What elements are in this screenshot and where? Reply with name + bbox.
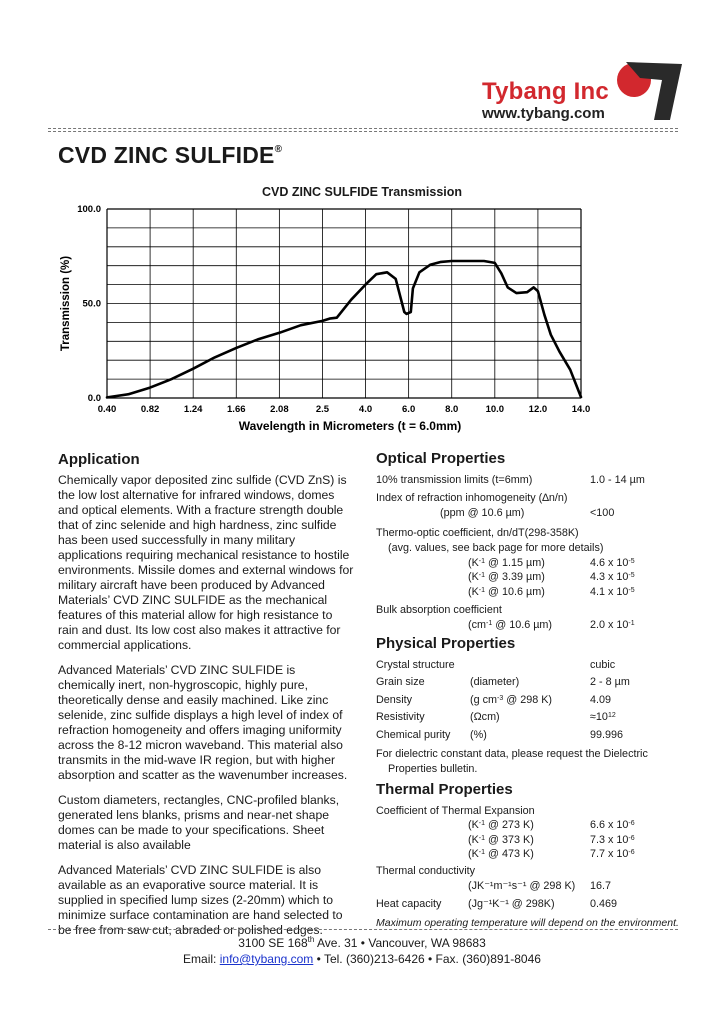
y-tick-label: 50.0	[82, 298, 101, 310]
conductivity-label-row: Thermal conductivity	[376, 864, 476, 877]
thermal-heading: Thermal Properties	[376, 781, 513, 798]
inhomogeneity-condition: (ppm @ 10.6 µm)	[440, 506, 525, 519]
inhomogeneity-row	[376, 506, 676, 521]
thermo-optic-row: ($K^{-1}$ @ 1.15 µm) 4.6 x $10^{-5}$	[468, 556, 635, 569]
application-section	[58, 451, 354, 948]
x-tick-label: 6.0	[402, 404, 416, 415]
application-paragraph-1: Chemically vapor deposited zinc sulfide (CVD ZnS) is the low lost alternative for infrared windows, domes and optical elements. With a fracture strength double that of zinc selenide and high hardness, zinc sulfide has been used successfully in many military applications requiring mechanical resistance to hostile environments. Missile domes and external windows for military aircraft have been produced by Advanced Materials’ CVD ZINC SULFIDE as the mechanical features of this material allow for high resistance to rain and dust. Its low cost also makes it attractive for commercial applications.	[58, 473, 354, 652]
inhomogeneity-label-row	[376, 491, 676, 506]
thermo-optic-row: ($K^{-1}$ @ 10.6 µm) 4.1 x $10^{-5}$	[468, 585, 635, 598]
bulk-absorption-label-row	[376, 603, 676, 618]
dielectric-note-row: For dielectric constant data, please request the Dielectric	[376, 748, 648, 761]
x-tick-label: 8.0	[445, 404, 459, 415]
footer-rule	[48, 929, 678, 930]
thermo-optic-note-row	[376, 541, 676, 556]
inhomogeneity-value: <100	[590, 506, 615, 519]
transmission-limits-label: 10% transmission limits (t=6mm)	[376, 473, 533, 486]
heat-capacity-row: Heat capacity (Jg⁻¹K⁻¹ @ 298K) 0.469	[376, 898, 618, 911]
cte-label-row: Coefficient of Thermal Expansion	[376, 804, 535, 817]
resistivity-row: Resistivity (Ωcm) $\approx 10^{12}$	[376, 711, 616, 724]
dielectric-note-row-2: Properties bulletin.	[388, 762, 478, 775]
y-axis-label: Transmission (%)	[60, 255, 72, 352]
header-rule-2	[48, 131, 678, 132]
footer-contact: Email: info@tybang.com • Tel. (360)213-6426 • Fax. (360)891-8046	[183, 952, 541, 966]
application-paragraph-4: Advanced Materials’ CVD ZINC SULFIDE is also available as an evaporative source material. It is supplied in specified lump sizes (2-20mm) which to minimize surface contamination are hand selected to be free from saw cut, abraded or polished edges.	[58, 863, 343, 937]
thermo-optic-label-row	[376, 526, 676, 541]
inhomogeneity-label: Index of refraction inhomogeneity (∆n/n)	[376, 492, 568, 505]
x-tick-label: 2.5	[315, 404, 330, 415]
crystal-structure-row: Crystal structure cubic	[376, 658, 616, 671]
cte-row: ($K^{-1}$ @ 273 K) 6.6 x $10^{-6}$	[468, 819, 635, 832]
chemical-purity-row: Chemical purity (%) 99.996	[376, 728, 624, 741]
x-tick-label: 1.66	[227, 404, 246, 415]
x-tick-label: 2.08	[270, 404, 289, 415]
application-paragraph-2: Advanced Materials’ CVD ZINC SULFIDE is chemically inert, non-hygroscopic, highly pure, theoretically dense and easily machined. Like zinc selenide, zinc sulfide displays a high level of index of refraction homogeneity and offers imaging uniformity across the 8-12 micron waveband. This material also transmits in the mid-wave IR region, but with higher absorption and scatter as the wavenumber increases.	[58, 663, 348, 782]
cte-row: ($K^{-1}$ @ 373 K) 7.3 x $10^{-6}$	[468, 833, 635, 846]
thermo-optic-row: ($K^{-1}$ @ 3.39 µm) 4.3 x $10^{-5}$	[468, 571, 635, 584]
x-tick-label: 0.82	[140, 404, 160, 415]
x-tick-label: 14.0	[571, 404, 591, 415]
grain-size-row: Grain size (diameter) 2 - 8 µm	[376, 676, 630, 689]
transmission-limits-row	[376, 473, 676, 488]
x-axis-label: Wavelength in Micrometers (t = 6.0mm)	[238, 419, 462, 433]
conductivity-row: (JK⁻¹m⁻¹s⁻¹ @ 298 K) 16.7	[468, 879, 612, 892]
y-tick-label: 100.0	[77, 204, 101, 215]
transmission-chart	[0, 195, 724, 445]
thermal-section	[376, 781, 679, 930]
transmission-series-line	[107, 261, 581, 397]
x-tick-label: 0.40	[97, 404, 117, 415]
physical-section	[376, 637, 676, 776]
max-temp-note-row: Maximum operating temperature will depend on the environment.	[376, 916, 679, 929]
y-tick-label: 0.0	[87, 393, 101, 404]
email-link[interactable]: info@tybang.com	[219, 952, 314, 966]
brand-url: www.tybang.com	[482, 105, 605, 122]
page-title: CVD ZINC SULFIDE®	[58, 142, 283, 168]
brand-name: Tybang Inc	[482, 78, 609, 105]
bulk-absorption-row: ($cm^{-1}$ @ 10.6 µm) 2.0 x $10^{-1}$	[468, 618, 635, 631]
bulk-absorption-label: Bulk absorption coefficient	[376, 604, 502, 617]
x-tick-label: 4.0	[358, 404, 373, 415]
x-tick-label: 12.0	[528, 404, 548, 415]
transmission-limits-value: 1.0 - 14 µm	[590, 473, 645, 486]
x-tick-label: 10.0	[485, 404, 505, 415]
density-row: Density (g $cm^{-3}$ @ 298 K) 4.09	[376, 693, 612, 706]
application-paragraph-3: Custom diameters, rectangles, CNC-profiled blanks, generated lens blanks, prisms and near-net shape domes can be made to your specifications. Sheet material is also available	[58, 793, 340, 852]
header-rule	[48, 128, 678, 129]
x-tick-label: 1.24	[183, 404, 203, 415]
tybang-logo-icon	[610, 58, 684, 122]
optical-section	[376, 452, 676, 633]
footer-address: 3100 SE 168th Ave. 31 • Vancouver, WA 98683	[238, 935, 486, 950]
cte-row: ($K^{-1}$ @ 473 K) 7.7 x $10^{-6}$	[468, 848, 635, 861]
chart-title: CVD ZINC SULFIDE Transmission	[261, 185, 463, 199]
application-heading: Application	[58, 451, 140, 468]
optical-heading: Optical Properties	[376, 450, 506, 467]
physical-heading: Physical Properties	[376, 635, 516, 652]
thermo-optic-label: Thermo-optic coefficient, dn/dT(298-358K)	[376, 527, 579, 540]
thermo-optic-note: (avg. values, see back page for more details)	[388, 541, 604, 554]
